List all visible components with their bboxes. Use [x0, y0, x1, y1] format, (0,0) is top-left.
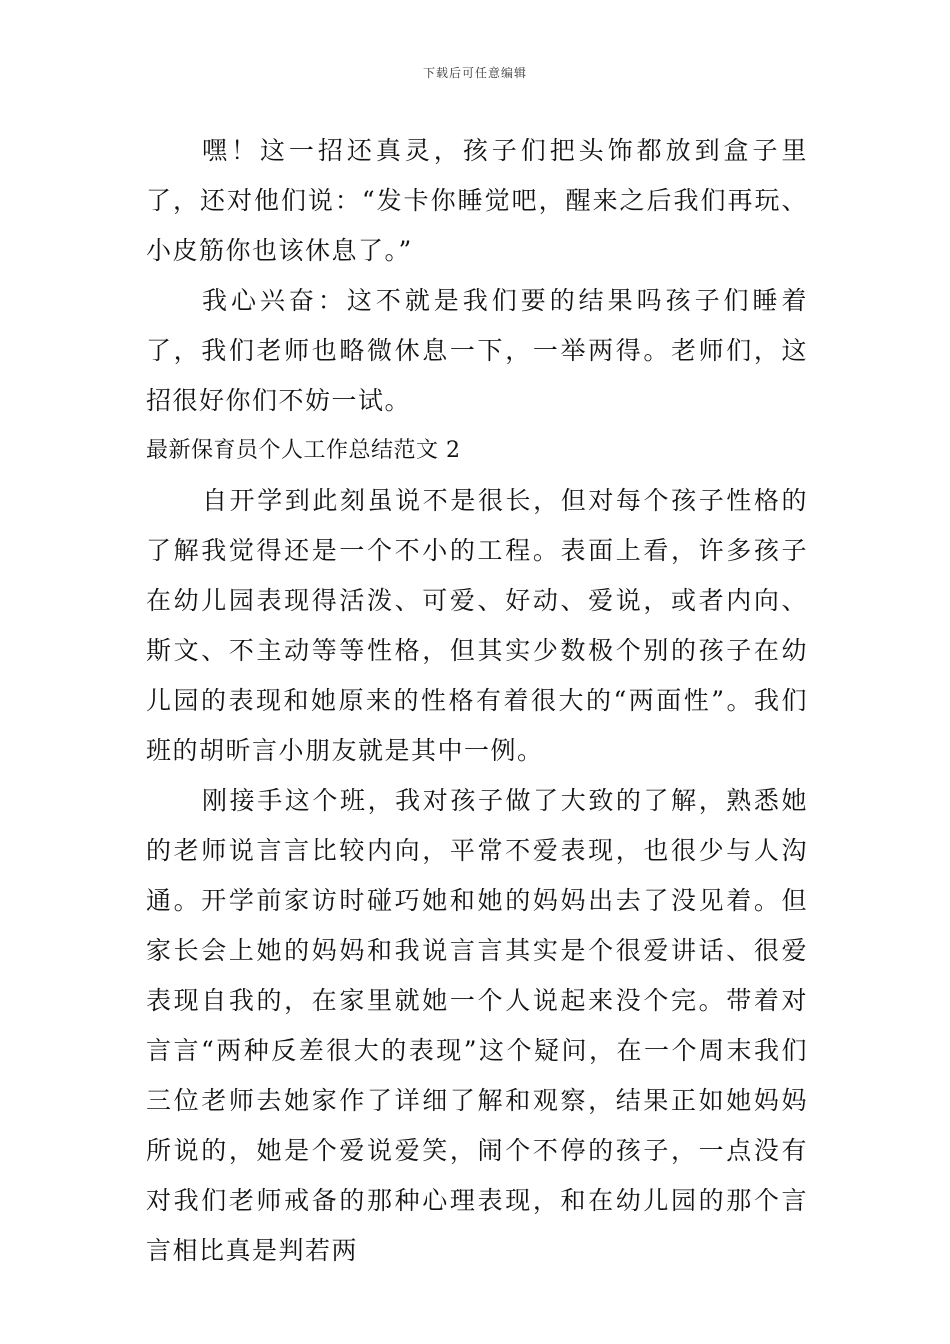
document-body: [146, 126, 808, 1276]
section-title: 最新保育员个人工作总结范文 2: [146, 438, 461, 463]
section-paragraph-1: 自开学到此刻虽说不是很长，但对每个孩子性格的了解我觉得还是一个不小的工程。表面上看，许多孩子在幼儿园表现得活泼、可爱、好动、爱说，或者内向、斯文、不主动等等性格，但其实少数极个别的孩子在幼儿园的表现和她原来的性格有着很大的“两面性”。我们班的胡昕言小朋友就是其中一例。: [146, 486, 808, 765]
header-note: 下载后可任意编辑: [422, 66, 527, 80]
section-paragraph-2: 刚接手这个班，我对孩子做了大致的了解，熟悉她的老师说言言比较内向，平常不爱表现，也很少与人沟通。开学前家访时碰巧她和她的妈妈出去了没见着。但家长会上她的妈妈和我说言言其实是个很爱讲话、很爱表现自我的，在家里就她一个人说起来没个完。带着对言言“两种反差很大的表现”这个疑问，在一个周末我们三位老师去她家作了详细了解和观察，结果正如她妈妈所说的，她是个爱说爱笑，闹个不停的孩子，一点没有对我们老师戒备的那种心理表现，和在幼儿园的那个言言相比真是判若两: [146, 786, 808, 1265]
paragraph-1: 嘿！这一招还真灵，孩子们把头饰都放到盒子里了，还对他们说：“发卡你睡觉吧，醒来之后我们再玩、小皮筋你也该休息了。”: [146, 136, 808, 265]
paragraph-2: 我心兴奋：这不就是我们要的结果吗孩子们睡着了，我们老师也略微休息一下，一举两得。老师们，这招很好你们不妨一试。: [146, 286, 808, 415]
